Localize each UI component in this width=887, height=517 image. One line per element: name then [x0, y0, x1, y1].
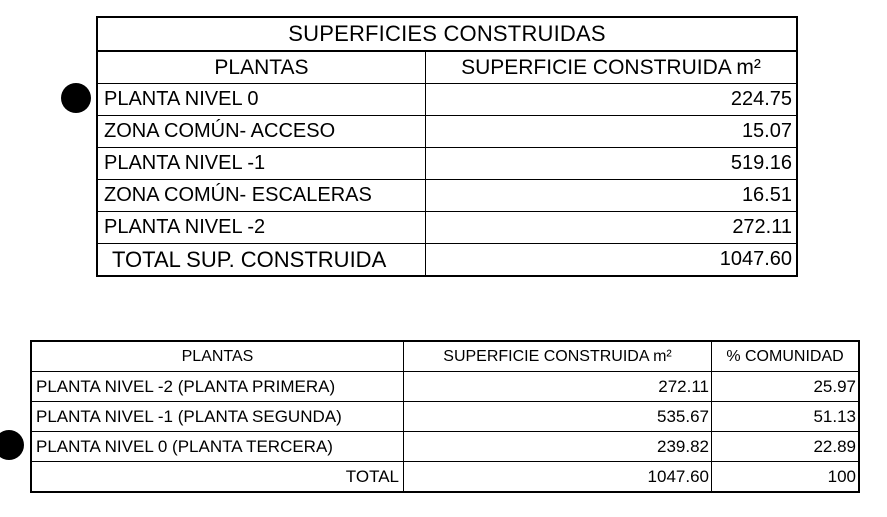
- bullet-marker-2: [0, 430, 24, 460]
- table-row: [98, 180, 796, 212]
- table-row: [32, 402, 858, 432]
- row-value: 16.51: [741, 184, 792, 206]
- row-label: PLANTA NIVEL -1: [98, 148, 426, 179]
- total-percent: 100: [827, 467, 856, 486]
- table-total-row: [98, 244, 796, 275]
- table-row: [98, 212, 796, 244]
- table-total-row: [32, 462, 858, 491]
- bullet-marker-1: [61, 83, 91, 113]
- total-value: 1047.60: [404, 462, 712, 491]
- column-header: % COMUNIDAD: [726, 348, 844, 365]
- row-percent: 25.97: [813, 377, 856, 396]
- row-value: 15.07: [741, 120, 792, 142]
- column-header: PLANTAS: [32, 342, 404, 371]
- row-label: ZONA COMÚN- ESCALERAS: [98, 180, 426, 211]
- total-value: 1047.60: [719, 248, 792, 270]
- row-value: 535.67: [404, 402, 712, 431]
- column-header: SUPERFICIE CONSTRUIDA m²: [461, 56, 761, 79]
- table-porcentaje-comunidad: [30, 340, 860, 493]
- column-header: PLANTAS: [98, 52, 426, 83]
- table-row: [32, 432, 858, 462]
- table-header-row: [32, 342, 858, 372]
- table-row: [98, 148, 796, 180]
- row-value: 272.11: [404, 372, 712, 401]
- row-value: 224.75: [730, 88, 792, 110]
- row-label: PLANTA NIVEL 0: [98, 84, 426, 115]
- row-value: 272.11: [732, 216, 792, 238]
- table-header-row: [98, 52, 796, 84]
- row-percent: 51.13: [813, 407, 856, 426]
- table-row: [32, 372, 858, 402]
- row-label: PLANTA NIVEL -1 (PLANTA SEGUNDA): [32, 402, 404, 431]
- table-superficies-construidas: [96, 16, 798, 277]
- row-label: PLANTA NIVEL 0 (PLANTA TERCERA): [32, 432, 404, 461]
- row-label: PLANTA NIVEL -2: [98, 212, 426, 243]
- total-label: TOTAL: [32, 462, 404, 491]
- total-label: TOTAL SUP. CONSTRUIDA: [98, 244, 426, 275]
- row-value: 519.16: [730, 152, 792, 174]
- table-row: [98, 116, 796, 148]
- row-label: ZONA COMÚN- ACCESO: [98, 116, 426, 147]
- row-label: PLANTA NIVEL -2 (PLANTA PRIMERA): [32, 372, 404, 401]
- table-row: [98, 84, 796, 116]
- table-title: SUPERFICIES CONSTRUIDAS: [98, 18, 796, 52]
- row-percent: 22.89: [813, 437, 856, 456]
- row-value: 239.82: [404, 432, 712, 461]
- column-header: SUPERFICIE CONSTRUIDA m²: [404, 342, 712, 371]
